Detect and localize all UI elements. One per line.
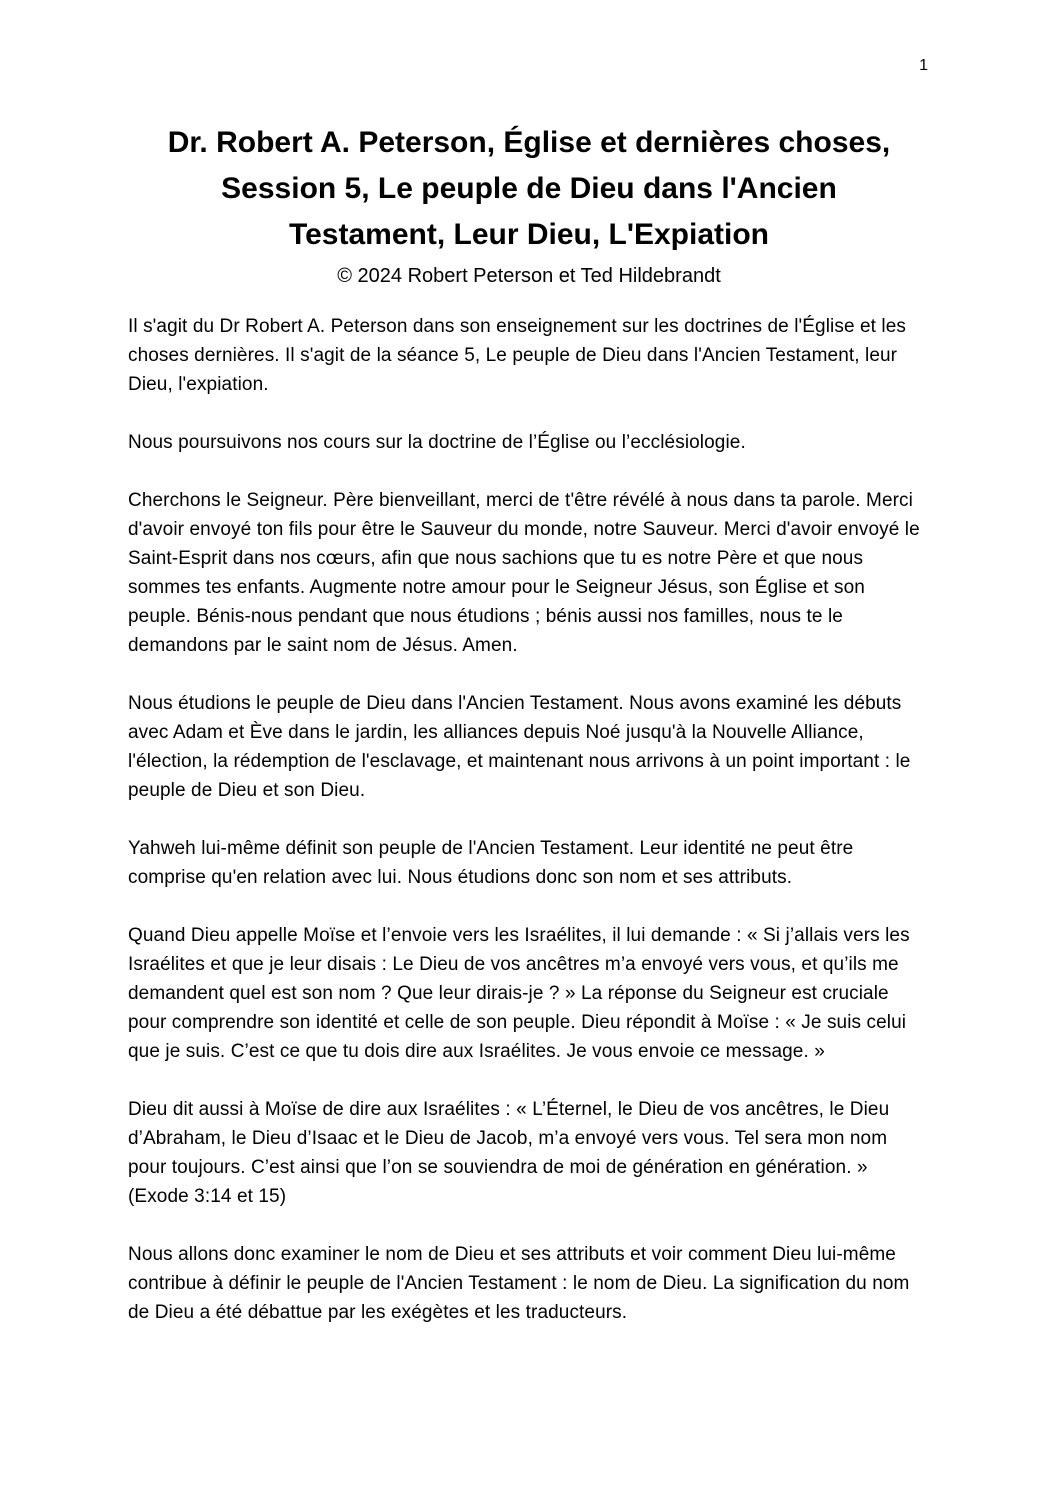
paragraph-intro: Il s'agit du Dr Robert A. Peterson dans son enseignement sur les doctrines de l'Église et les choses dernières. Il s'agit de la séance 5, Le peuple de Dieu dans l'Ancien Testament, leur Dieu, l'expiation. <box>128 316 907 395</box>
paragraph-exodus-quote: Dieu dit aussi à Moïse de dire aux Israélites : « L’Éternel, le Dieu de vos ancêtres, le Dieu d’Abraham, le Dieu d’Isaac et le Dieu de Jacob, m’a envoyé vers vous. Tel sera mon nom pour toujours. C’est ainsi que l’on se souviendra de moi de génération en génération. » (Exode 3:14 et 15) <box>128 1099 890 1207</box>
page-number: 1 <box>919 57 928 74</box>
document-body <box>128 312 930 1327</box>
paragraph-study-overview: Nous étudions le peuple de Dieu dans l'Ancien Testament. Nous avons examiné les débuts avec Adam et Ève dans le jardin, les alliances depuis Noé jusqu'à la Nouvelle Alliance, l'élection, la rédemption de l'esclavage, et maintenant nous arrivons à un point important : le peuple de Dieu et son Dieu. <box>128 693 911 801</box>
copyright-line: © 2024 Robert Peterson et Ted Hildebrandt <box>337 265 721 287</box>
document-title <box>128 120 930 258</box>
paragraph-moses-call: Quand Dieu appelle Moïse et l’envoie vers les Israélites, il lui demande : « Si j’allais vers les Israélites et que je leur disais : Le Dieu de vos ancêtres m’a envoyé vers vous, et qu’ils me demandent quel est son nom ? Que leur dirais-je ? » La réponse du Seigneur est cruciale pour comprendre son identité et celle de son peuple. Dieu répondit à Moïse : « Je suis celui que je suis. C’est ce que tu dois dire aux Israélites. Je vous envoie ce message. » <box>128 925 910 1062</box>
paragraph-name-of-god: Nous allons donc examiner le nom de Dieu et ses attributs et voir comment Dieu lui-même contribue à définir le peuple de l'Ancien Testament : le nom de Dieu. La signification du nom de Dieu a été débattue par les exégètes et les traducteurs. <box>128 1244 910 1323</box>
title-line-1: Dr. Robert A. Peterson, Église et dernières choses, <box>167 126 891 159</box>
title-line-2: Session 5, Le peuple de Dieu dans l'Ancien <box>221 172 837 205</box>
paragraph-yahweh-defines: Yahweh lui-même définit son peuple de l'Ancien Testament. Leur identité ne peut être comprise qu'en relation avec lui. Nous étudions donc son nom et ses attributs. <box>128 838 854 888</box>
paragraph-prayer: Cherchons le Seigneur. Père bienveillant, merci de t'être révélé à nous dans ta parole. Merci d'avoir envoyé ton fils pour être le Sauveur du monde, notre Sauveur. Merci d'avoir envoyé le Saint-Esprit dans nos cœurs, afin que nous sachions que tu es notre Père et que nous sommes tes enfants. Augmente notre amour pour le Seigneur Jésus, son Église et son peuple. Bénis-nous pendant que nous étudions ; bénis aussi nos familles, nous te le demandons par le saint nom de Jésus. Amen. <box>128 490 920 656</box>
paragraph-course-continuation: Nous poursuivons nos cours sur la doctrine de l’Église ou l’ecclésiologie. <box>128 432 746 453</box>
title-line-3: Testament, Leur Dieu, L'Expiation <box>289 218 769 251</box>
